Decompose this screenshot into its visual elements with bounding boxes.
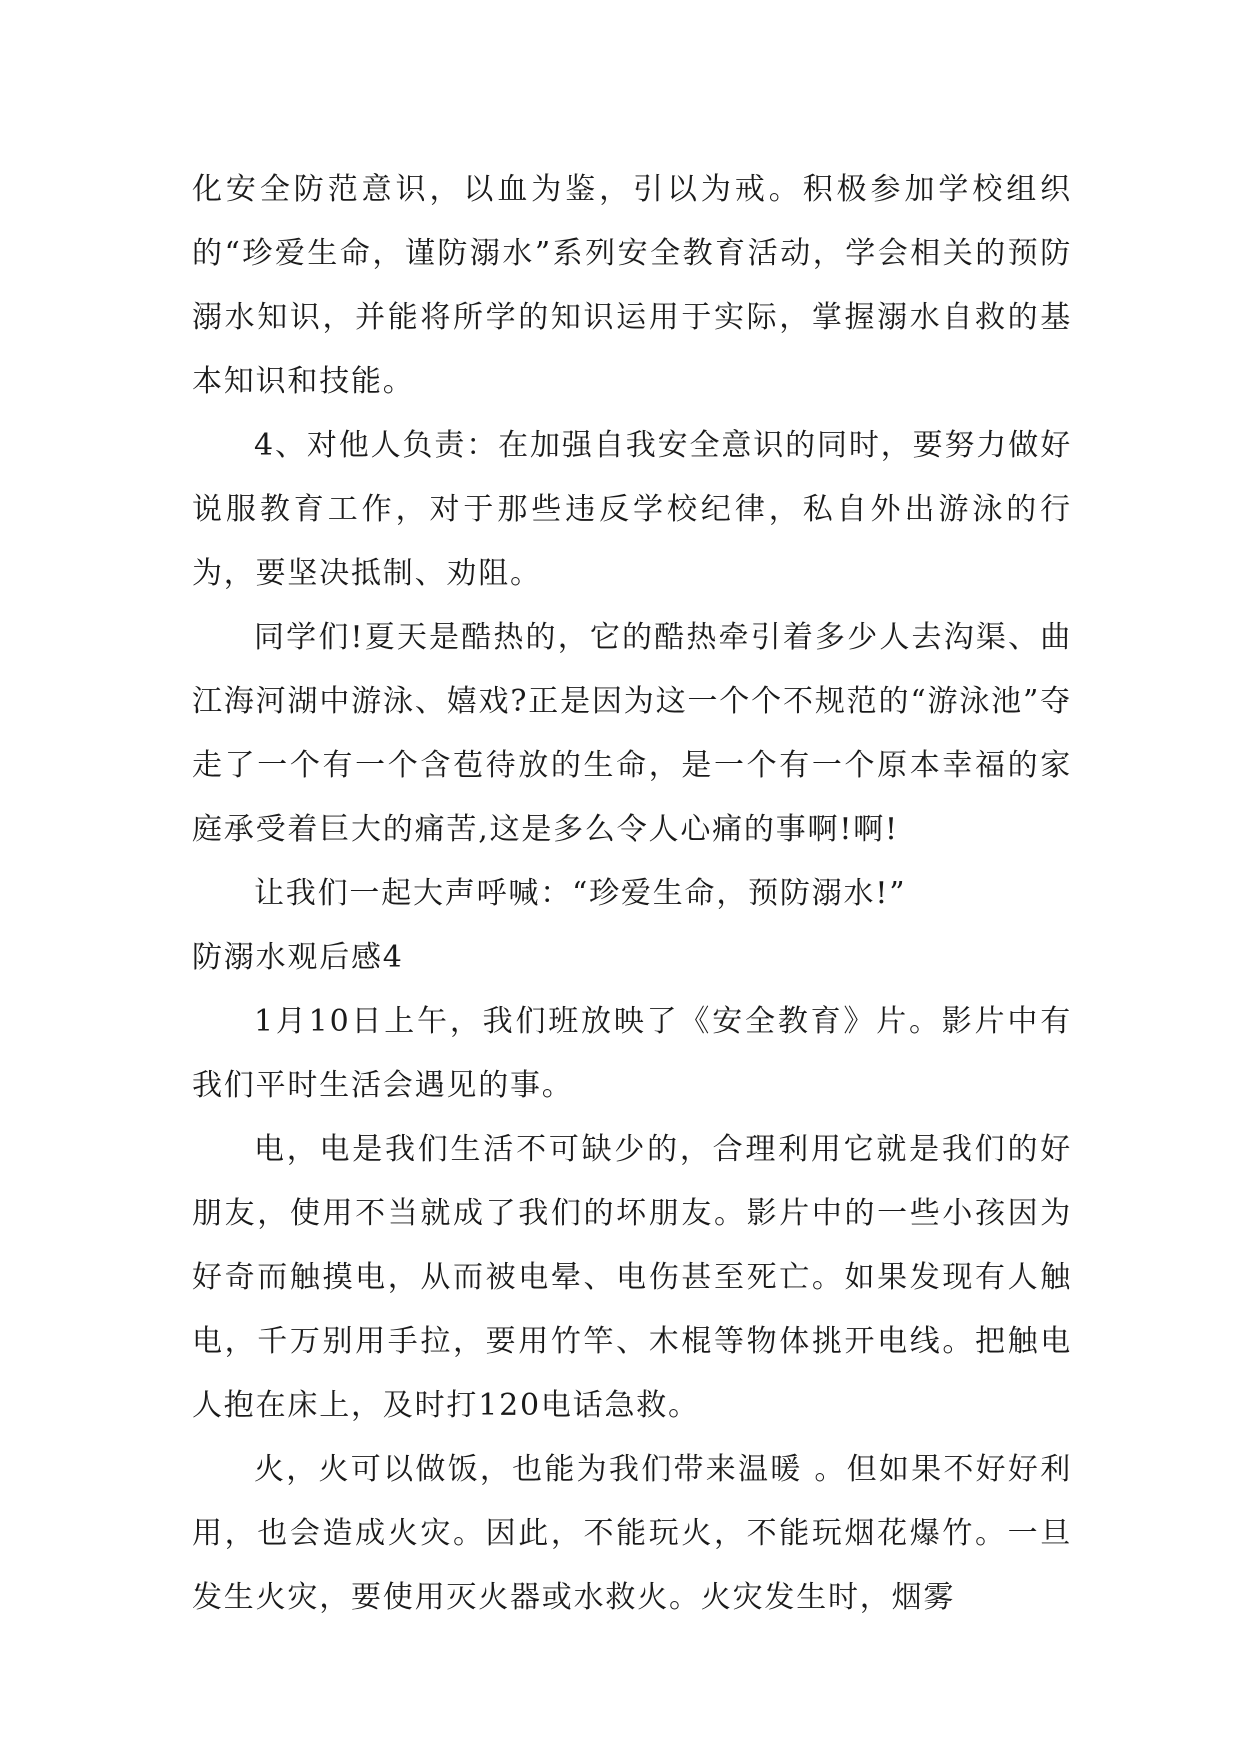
document-body (192, 158, 1072, 1630)
section-heading: 防溺水观后感4 (192, 940, 404, 975)
paragraph-fire: 火，火可以做饭，也能为我们带来温暖 。但如果不好好利用，也会造成火灾。因此，不能玩火，不能玩烟花爆竹。一旦发生火灾，要使用灭火器或水救火。火灾发生时，烟雾 (192, 1452, 1072, 1615)
paragraph-slogan: 让我们一起大声呼喊：“珍爱生命，预防溺水!” (254, 876, 907, 911)
paragraph-responsibility: 4、对他人负责：在加强自我安全意识的同时，要努力做好说服教育工作，对于那些违反学校纪律，私自外出游泳的行为，要坚决抵制、劝阻。 (192, 428, 1072, 591)
paragraph-classmates: 同学们!夏天是酷热的，它的酷热牵引着多少人去沟渠、曲江海河湖中游泳、嬉戏?正是因为这一个个不规范的“游泳池”夺走了一个有一个含苞待放的生命，是一个有一个原本幸福的家庭承受着巨大的痛苦,这是多么令人心痛的事啊!啊! (192, 620, 1072, 847)
paragraph-film: 1月10日上午，我们班放映了《安全教育》片。影片中有我们平时生活会遇见的事。 (192, 1004, 1072, 1103)
paragraph-electricity: 电，电是我们生活不可缺少的，合理利用它就是我们的好朋友，使用不当就成了我们的坏朋友。影片中的一些小孩因为好奇而触摸电，从而被电晕、电伤甚至死亡。如果发现有人触电，千万别用手拉，要用竹竿、木棍等物体挑开电线。把触电人抱在床上，及时打120电话急救。 (192, 1132, 1072, 1423)
paragraph-continuation: 化安全防范意识，以血为鉴，引以为戒。积极参加学校组织的“珍爱生命，谨防溺水”系列安全教育活动，学会相关的预防溺水知识，并能将所学的知识运用于实际，掌握溺水自救的基本知识和技能。 (192, 172, 1072, 399)
